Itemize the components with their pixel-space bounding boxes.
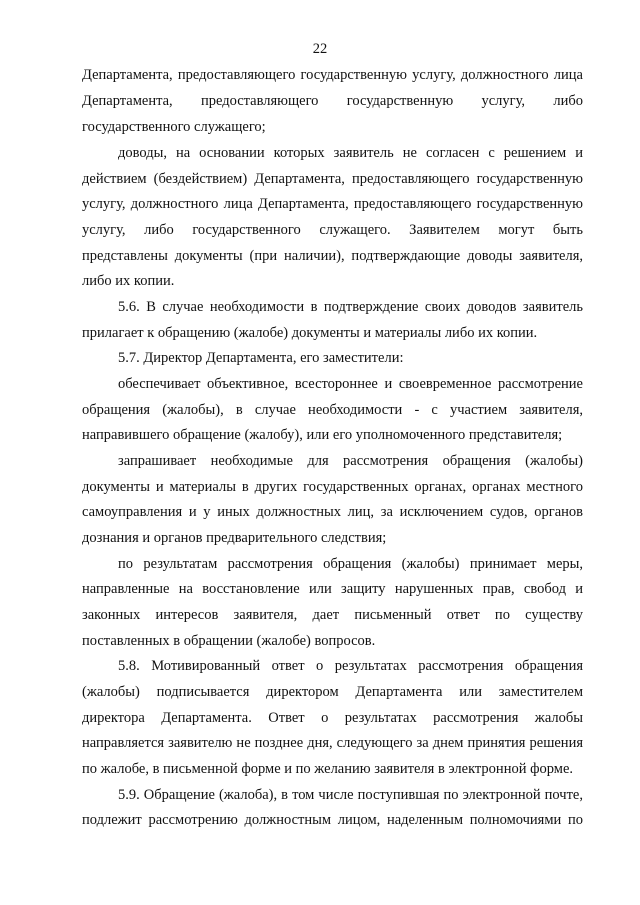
- text-line: 5.9. Обращение (жалоба), в том числе поступившая по электронной почте,: [118, 787, 583, 803]
- text-line: направленные на восстановление или защиту нарушенных прав, свобод и: [82, 581, 583, 597]
- text-line: подлежит рассмотрению должностным лицом, наделенным полномочиями по: [82, 812, 583, 828]
- text-line: законных интересов заявителя, дает письменный ответ по существу: [82, 607, 583, 623]
- text-line: государственного служащего;: [82, 119, 266, 135]
- text-line: обращения (жалобы), в случае необходимости - с участием заявителя,: [82, 402, 583, 418]
- page-number: 22: [312, 41, 328, 57]
- text-line: действием (бездействием) Департамента, предоставляющего государственную: [82, 171, 583, 187]
- text-line: представлены документы (при наличии), подтверждающие доводы заявителя,: [82, 248, 583, 264]
- text-line: 5.7. Директор Департамента, его заместители:: [118, 350, 404, 366]
- text-line: по результатам рассмотрения обращения (жалобы) принимает меры,: [118, 556, 583, 572]
- text-line: самоуправления и у иных должностных лиц, за исключением судов, органов: [82, 504, 583, 520]
- text-line: по жалобе, в письменной форме и по желанию заявителя в электронной форме.: [82, 761, 574, 777]
- text-line: прилагает к обращению (жалобе) документы и материалы либо их копии.: [82, 325, 538, 341]
- text-line: Департамента, предоставляющего государственную услугу, либо: [82, 93, 583, 109]
- text-line: запрашивает необходимые для рассмотрения обращения (жалобы): [118, 453, 583, 469]
- text-line: услугу, должностного лица Департамента, предоставляющего государственную: [82, 196, 583, 212]
- text-line: поставленных в обращении (жалобе) вопросов.: [82, 633, 376, 649]
- text-line: доводы, на основании которых заявитель не согласен с решением и: [118, 145, 583, 161]
- text-line: директора Департамента. Ответ о результатах рассмотрения жалобы: [82, 710, 583, 726]
- text-line: 5.6. В случае необходимости в подтверждение своих доводов заявитель: [118, 299, 583, 315]
- text-line: услугу, либо государственного служащего. Заявителем могут быть: [82, 222, 583, 238]
- text-line: дознания и органов предварительного следствия;: [82, 530, 387, 546]
- text-line: направившего обращение (жалобу), или его уполномоченного представителя;: [82, 427, 563, 443]
- text-line: обеспечивает объективное, всестороннее и своевременное рассмотрение: [118, 376, 583, 392]
- text-line: направляется заявителю не позднее дня, следующего за днем принятия решения: [82, 735, 583, 751]
- text-line: либо их копии.: [82, 273, 175, 289]
- text-line: Департамента, предоставляющего государственную услугу, должностного лица: [82, 67, 583, 83]
- text-line: документы и материалы в других государственных органах, органах местного: [82, 479, 583, 495]
- text-line: 5.8. Мотивированный ответ о результатах рассмотрения обращения: [118, 658, 583, 674]
- text-line: (жалобы) подписывается директором Департамента или заместителем: [82, 684, 583, 700]
